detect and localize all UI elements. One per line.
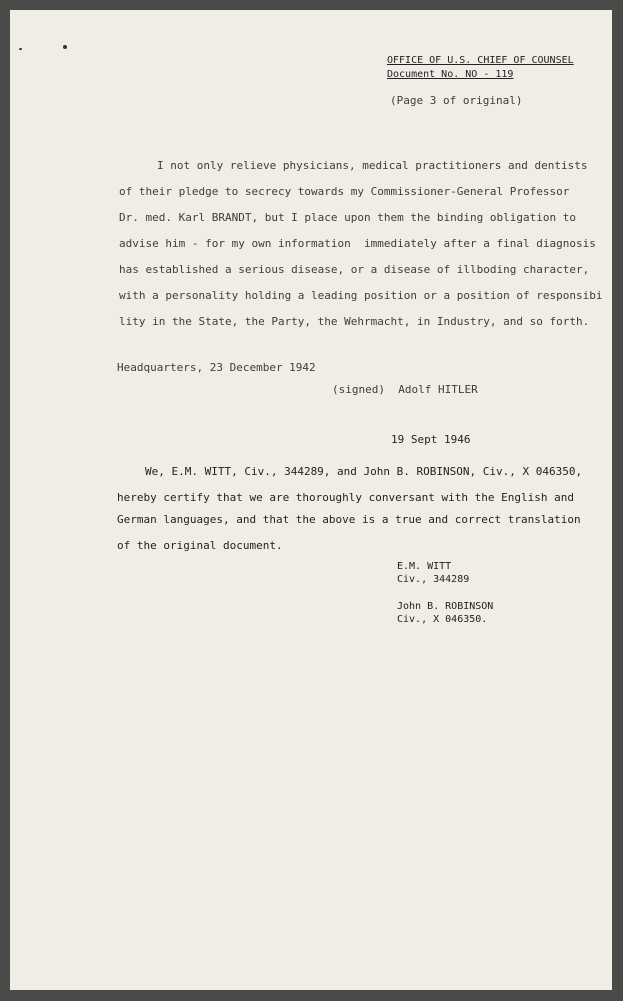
ink-speck — [19, 48, 22, 50]
paragraph-line: I not only relieve physicians, medical practitioners and dentists — [157, 159, 588, 172]
certification-line: We, E.M. WITT, Civ., 344289, and John B. ROBINSON, Civ., X 046350, — [145, 465, 583, 478]
signatory-id: Civ., 344289 — [397, 574, 470, 585]
signature-line: (signed) Adolf HITLER — [332, 383, 478, 396]
paragraph-line: Dr. med. Karl BRANDT, but I place upon them the binding obligation to — [119, 211, 576, 224]
page-note: (Page 3 of original) — [390, 94, 523, 107]
certification-line: of the original document. — [117, 539, 283, 552]
paragraph-line: with a personality holding a leading position or a position of responsibi — [119, 289, 603, 302]
signatory-id: Civ., X 046350. — [397, 614, 488, 625]
office-heading: OFFICE OF U.S. CHIEF OF COUNSEL — [387, 55, 574, 66]
place-date: Headquarters, 23 December 1942 — [117, 361, 316, 374]
certification-line: hereby certify that we are thoroughly conversant with the English and — [117, 491, 574, 504]
certification-date: 19 Sept 1946 — [391, 433, 471, 446]
signatory-name: John B. ROBINSON — [397, 601, 494, 612]
document-number: Document No. NO - 119 — [387, 69, 514, 80]
paragraph-line: of their pledge to secrecy towards my Commissioner-General Professor — [119, 185, 570, 198]
signatory-name: E.M. WITT — [397, 561, 452, 572]
document-page — [10, 10, 612, 990]
certification-line: German languages, and that the above is a true and correct translation — [117, 513, 581, 526]
paragraph-line: has established a serious disease, or a disease of illboding character, — [119, 263, 590, 276]
paragraph-line: advise him - for my own information immediately after a final diagnosis — [119, 237, 596, 250]
ink-speck — [63, 45, 67, 49]
paragraph-line: lity in the State, the Party, the Wehrmacht, in Industry, and so forth. — [119, 315, 590, 328]
